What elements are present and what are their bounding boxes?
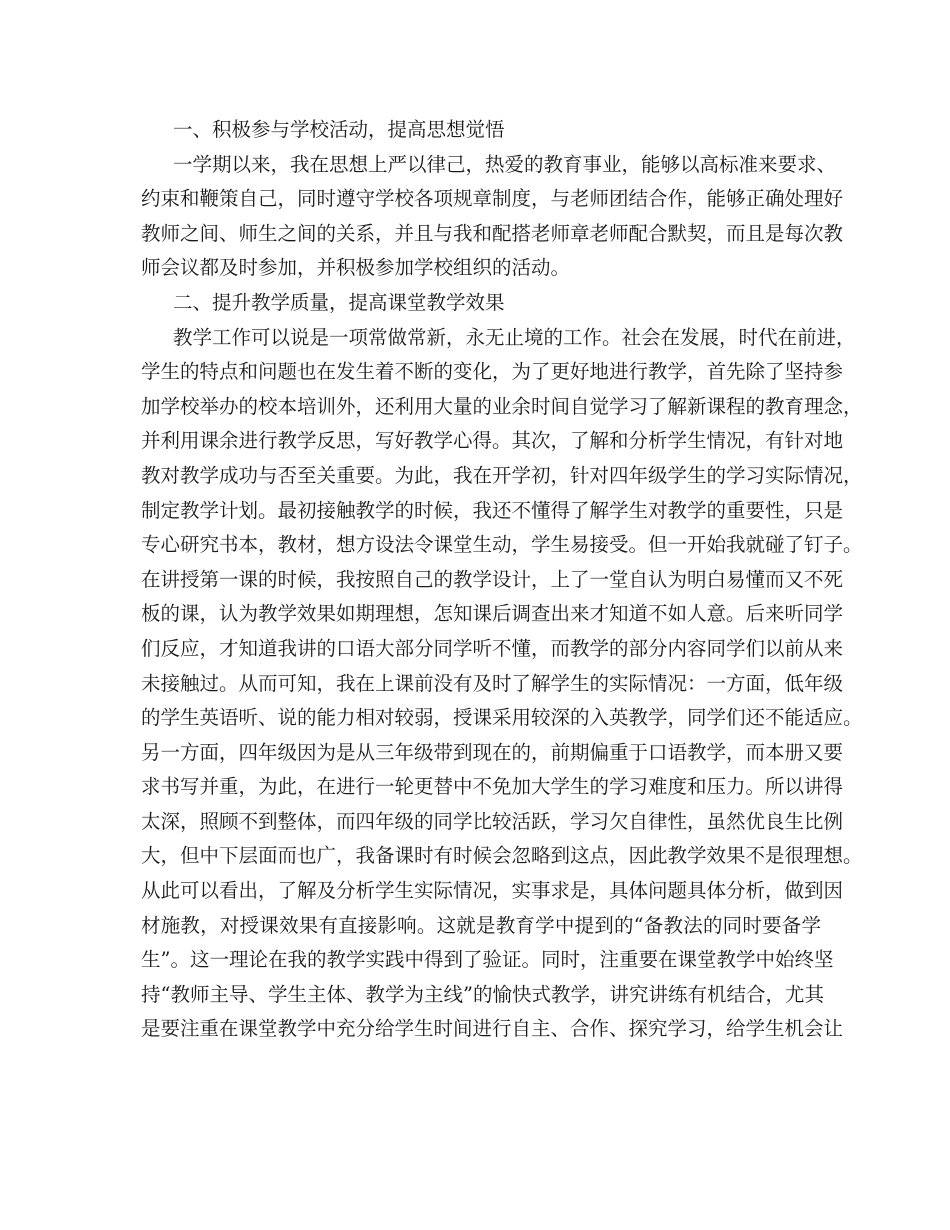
paragraph-line: 学生的特点和问题也在发生着不断的变化，为了更好地进行教学，首先除了坚持参 bbox=[141, 360, 844, 384]
paragraph-line: 大，但中下层面而也广，我备课时有时候会忽略到这点，因此教学效果不是很理想。 bbox=[141, 844, 863, 868]
paragraph-line: 板的课，认为教学效果如期理想，怎知课后调查出来才知道不如人意。后来听同学 bbox=[141, 602, 844, 626]
paragraph-line: 教师之间、师生之间的关系，并且与我和配搭老师章老师配合默契，而且是每次教 bbox=[141, 221, 844, 245]
paragraph-line: 教学工作可以说是一项常做常新，永无止境的工作。社会在发展，时代在前进， bbox=[173, 325, 856, 349]
paragraph-line: 专心研究书本，教材，想方设法令课堂生动，学生易接受。但一开始我就碰了钉子。 bbox=[141, 533, 863, 557]
paragraph-line: 师会议都及时参加，并积极参加学校组织的活动。 bbox=[141, 256, 571, 280]
paragraph-line: 从此可以看出，了解及分析学生实际情况，实事求是，具体问题具体分析，做到因 bbox=[141, 879, 844, 903]
paragraph-line: 一学期以来，我在思想上严以律己，热爱的教育事业，能够以高标准来要求、 bbox=[173, 152, 837, 176]
paragraph-line: 的学生英语听、说的能力相对较弱，授课采用较深的入英教学，同学们还不能适应。 bbox=[141, 706, 863, 730]
section-heading-2: 二、提升教学质量，提高课堂教学效果 bbox=[173, 290, 505, 314]
document-body bbox=[141, 113, 863, 1047]
paragraph-line: 太深，照顾不到整体，而四年级的同学比较活跃，学习欠自律性，虽然优良生比例 bbox=[141, 809, 844, 833]
paragraph-line: 制定教学计划。最初接触教学的时候，我还不懂得了解学生对教学的重要性，只是 bbox=[141, 498, 844, 522]
paragraph-line: 另一方面，四年级因为是从三年级带到现在的，前期偏重于口语教学，而本册又要 bbox=[141, 740, 844, 764]
paragraph-line: 并利用课余进行教学反思，写好教学心得。其次，了解和分析学生情况，有针对地 bbox=[141, 429, 844, 453]
paragraph-line: 约束和鞭策自己，同时遵守学校各项规章制度，与老师团结合作，能够正确处理好 bbox=[141, 187, 844, 211]
paragraph-line: 未接触过。从而可知，我在上课前没有及时了解学生的实际情况：一方面，低年级 bbox=[141, 671, 844, 695]
paragraph-line: 们反应，才知道我讲的口语大部分同学听不懂，而教学的部分内容同学们以前从来 bbox=[141, 636, 844, 660]
paragraph-line: 求书写并重，为此，在进行一轮更替中不免加大学生的学习难度和压力。所以讲得 bbox=[141, 775, 844, 799]
section-heading-1: 一、积极参与学校活动，提高思想觉悟 bbox=[173, 118, 505, 141]
paragraph-line: 是要注重在课堂教学中充分给学生时间进行自主、合作、探究学习，给学生机会让 bbox=[141, 1017, 844, 1041]
paragraph-line: 持“教师主导、学生主体、教学为主线”的愉快式教学，讲究讲练有机结合，尤其 bbox=[141, 982, 824, 1006]
paragraph-line: 生”。这一理论在我的教学实践中得到了验证。同时，注重要在课堂教学中始终坚 bbox=[141, 948, 834, 972]
paragraph-line: 教对教学成功与否至关重要。为此，我在开学初，针对四年级学生的学习实际情况， bbox=[141, 463, 863, 487]
paragraph-line: 加学校举办的校本培训外，还利用大量的业余时间自觉学习了解新课程的教育理念， bbox=[141, 394, 863, 418]
paragraph-line: 在讲授第一课的时候，我按照自己的教学设计，上了一堂自认为明白易懂而又不死 bbox=[141, 567, 844, 591]
paragraph-line: 材施教，对授课效果有直接影响。这就是教育学中提到的“备教法的同时要备学 bbox=[141, 913, 821, 937]
